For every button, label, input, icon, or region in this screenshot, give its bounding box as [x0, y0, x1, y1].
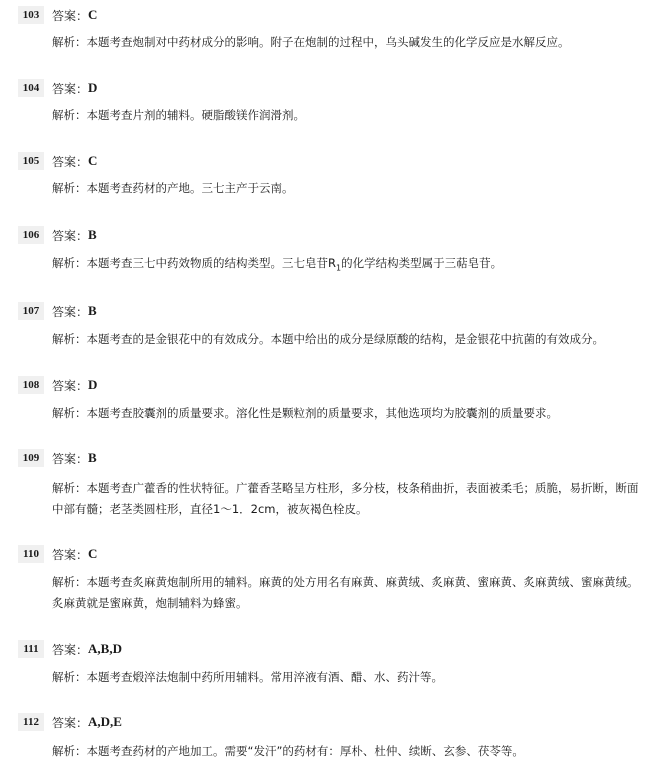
answer-label: 答案：: [52, 547, 89, 562]
answer-line: [18, 640, 122, 658]
answer-line: [18, 302, 97, 320]
explanation-text: 的化学结构类型属于三萜皂苷。: [341, 256, 503, 270]
answer-label: 答案：: [52, 378, 89, 393]
answer-letter: B: [88, 227, 97, 242]
answer-line: [18, 152, 97, 170]
answer-letter: C: [88, 546, 98, 561]
question-number: 108: [18, 376, 44, 394]
answer-letter: A,D,E: [88, 714, 122, 729]
answer-label: 答案：: [52, 8, 89, 23]
explanation-text: 解析：本题考查三七中药效物质的结构类型。三七皂苷R: [52, 256, 336, 270]
explanation: 解析：本题考查的是金银花中的有效成分。本题中给出的成分是绿原酸的结构，是金银花中抗菌的有效成分。: [52, 332, 604, 346]
answer-label: 答案：: [52, 228, 89, 243]
answer-line: [18, 545, 97, 563]
answer-line: [18, 6, 97, 24]
answer-line: [18, 376, 97, 394]
explanation: 解析：本题考查药材的产地加工。需要“发汗”的药材有：厚朴、杜仲、续断、玄参、茯苓等。: [52, 744, 524, 758]
answer-letter: B: [88, 450, 97, 465]
question-number: 109: [18, 449, 44, 467]
answer-label: 答案：: [52, 154, 89, 169]
question-number: 104: [18, 79, 44, 97]
answer-line: [18, 79, 97, 97]
explanation: 解析：本题考查炙麻黄炮制所用的辅料。麻黄的处方用名有麻黄、麻黄绒、炙麻黄、蜜麻黄、炙麻黄绒、蜜麻黄绒。炙麻黄就是蜜麻黄，炮制辅料为蜂蜜。: [52, 575, 639, 610]
answer-line: [18, 713, 122, 731]
answer-label: 答案：: [52, 715, 89, 730]
explanation: 解析：本题考查广藿香的性状特征。广藿香茎略呈方柱形，多分枝，枝条稍曲折，表面被柔毛；质脆，易折断，断面中部有髓；老茎类圆柱形，直径1～1．2cm，被灰褐色栓皮。: [52, 481, 639, 516]
question-number: 106: [18, 226, 44, 244]
answer-letter: C: [88, 7, 98, 22]
question-number: 111: [18, 640, 44, 658]
question-number: 107: [18, 302, 44, 320]
explanation: 解析：本题考查炮制对中药材成分的影响。附子在炮制的过程中，乌头碱发生的化学反应是水解反应。: [52, 35, 570, 49]
answer-letter: D: [88, 80, 98, 95]
explanation: 解析：本题考查胶囊剂的质量要求。溶化性是颗粒剂的质量要求，其他选项均为胶囊剂的质量要求。: [52, 406, 558, 420]
answer-line: [18, 226, 97, 244]
answer-letter: C: [88, 153, 98, 168]
answer-letter: A,B,D: [88, 641, 122, 656]
question-number: 112: [18, 713, 44, 731]
explanation: 解析：本题考查片剂的辅料。硬脂酸镁作润滑剂。: [52, 108, 305, 122]
explanation: 解析：本题考查药材的产地。三七主产于云南。: [52, 181, 294, 195]
explanation: [52, 253, 642, 278]
question-number: 105: [18, 152, 44, 170]
answer-letter: B: [88, 303, 97, 318]
answer-label: 答案：: [52, 81, 89, 96]
explanation: 解析：本题考查煅淬法炮制中药所用辅料。常用淬液有酒、醋、水、药汁等。: [52, 670, 443, 684]
answer-label: 答案：: [52, 451, 89, 466]
answer-label: 答案：: [52, 304, 89, 319]
subscript: 1: [336, 263, 342, 273]
question-number: 103: [18, 6, 44, 24]
answer-line: [18, 449, 97, 467]
answer-letter: D: [88, 377, 98, 392]
answer-label: 答案：: [52, 642, 89, 657]
question-number: 110: [18, 545, 44, 563]
